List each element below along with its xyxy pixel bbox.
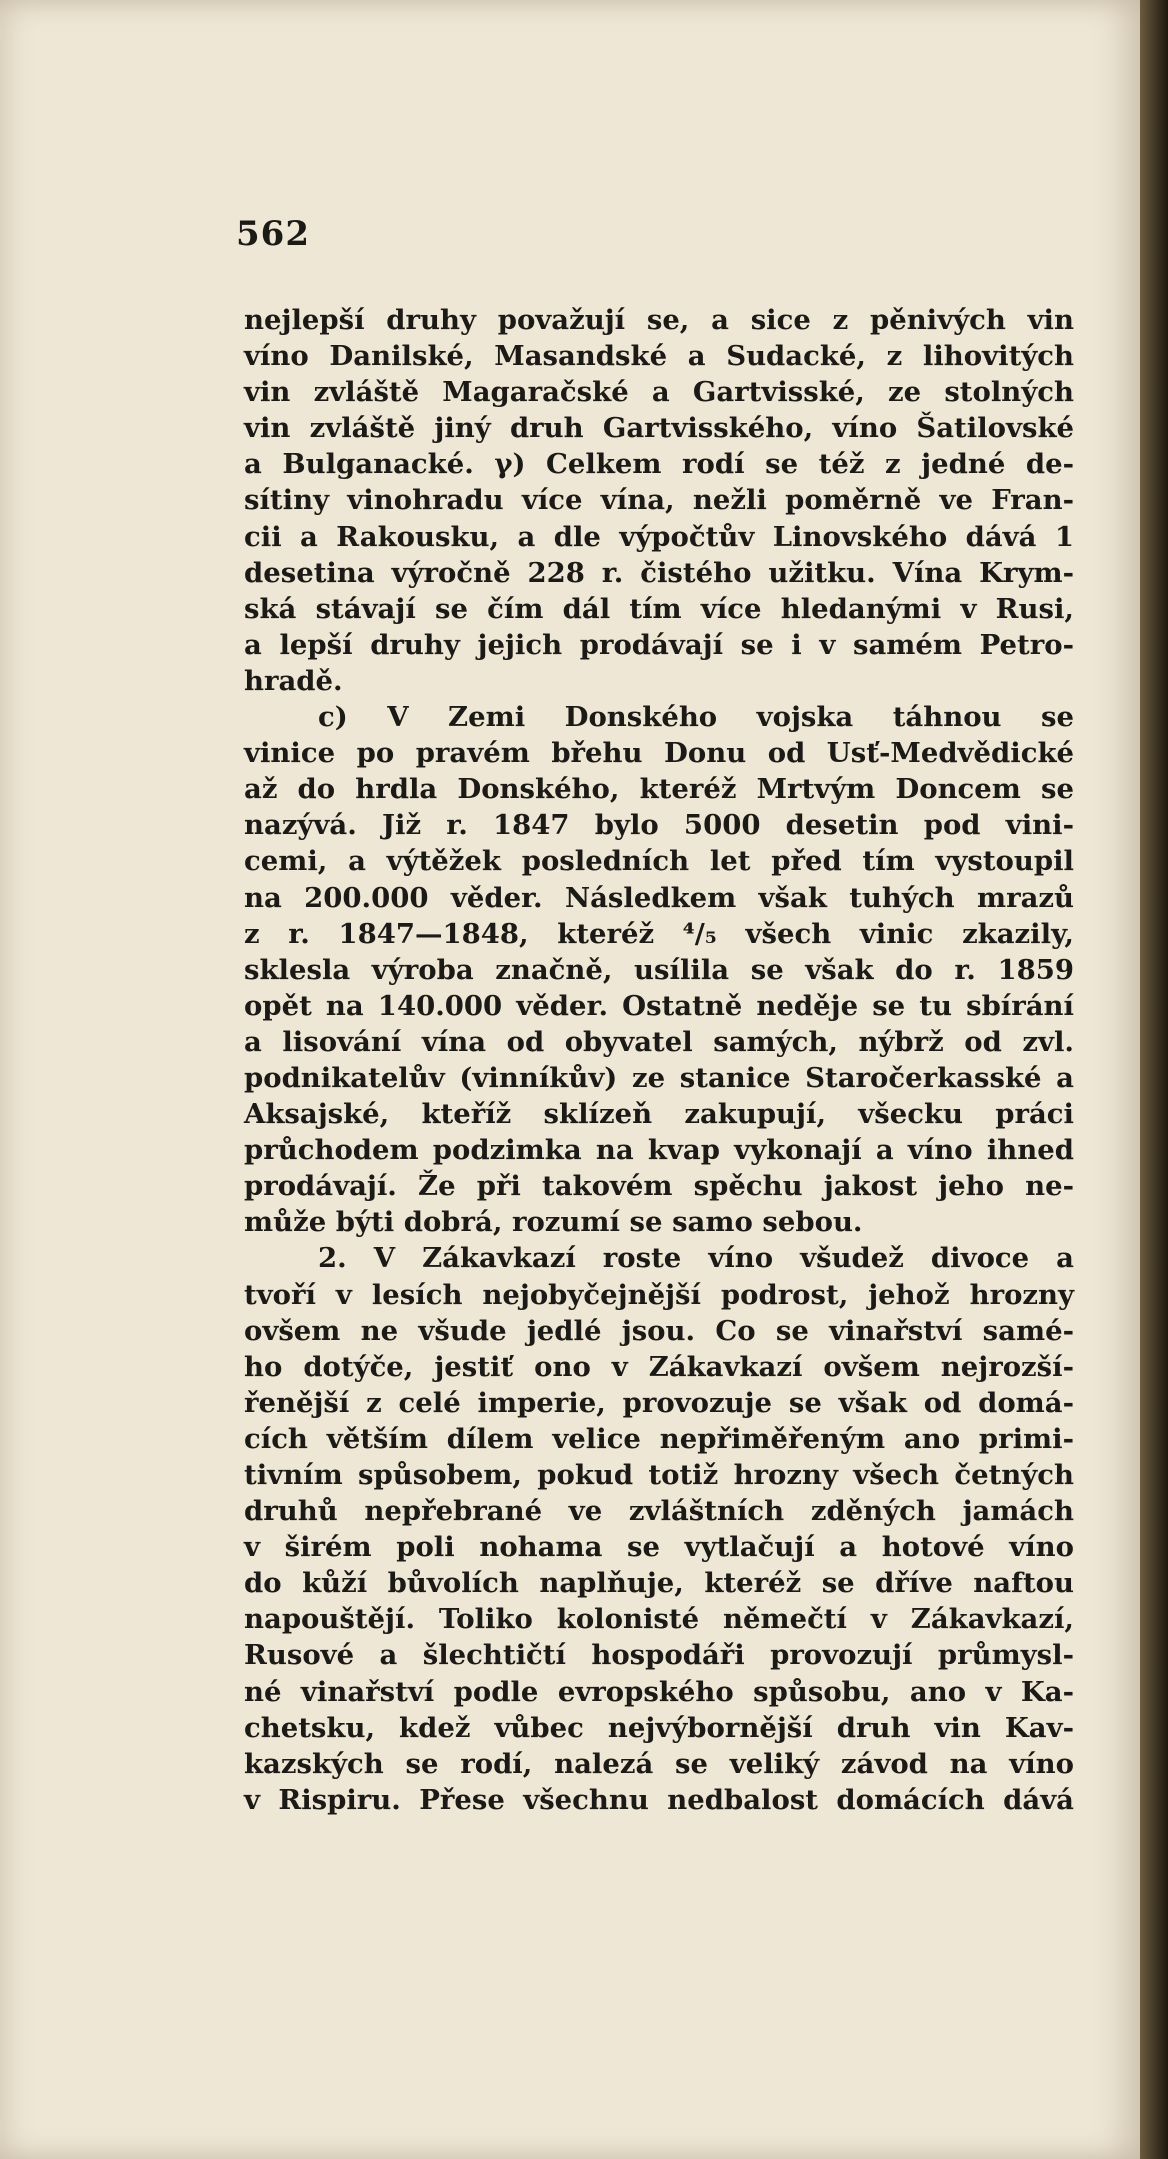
text-line: tivním spůsobem, pokud totiž hrozny všech četných [244, 1459, 1074, 1491]
text-line: vin zvláště jiný druh Gartvisského, víno Šatilovské [244, 412, 1074, 445]
text-line: řenější z celé imperie, provozuje se však od domá- [244, 1386, 1074, 1419]
text-line: z r. 1847—1848, kteréž ⁴/₅ všech vinic zkazily, [244, 917, 1074, 950]
text-line: Rusové a šlechtičtí hospodáři provozují průmysl- [244, 1639, 1074, 1672]
text-line: a lepší druhy jejich prodávají se i v samém Petro- [244, 628, 1074, 661]
text-line: a lisování vína od obyvatel samých, nýbrž od zvl. [244, 1025, 1074, 1058]
text-line: do kůží bůvolích naplňuje, kteréž se dříve naftou [244, 1567, 1074, 1600]
text-line: opět na 140.000 věder. Ostatně neděje se tu sbírání [244, 989, 1074, 1022]
text-line: sítiny vinohradu více vína, nežli poměrně ve Fran- [244, 484, 1074, 517]
text-line: sklesla výroba značně, usílila se však do r. 1859 [244, 953, 1074, 986]
text-line: tvoří v lesích nejobyčejnější podrost, jehož hrozny [244, 1278, 1074, 1311]
text-line: na 200.000 věder. Následkem však tuhých mrazů [244, 881, 1074, 914]
text-line: cemi, a výtěžek posledních let před tím vystoupil [244, 845, 1074, 878]
text-line: prodávají. Že při takovém spěchu jakost jeho ne- [244, 1170, 1074, 1203]
book-spine-edge [1140, 0, 1168, 2159]
body-text [244, 302, 1074, 1818]
text-line: 2. V Zákavkazí roste víno všudež divoce a [318, 1242, 1074, 1275]
text-line: chetsku, kdež vůbec nejvýbornější druh vin Kav- [244, 1711, 1074, 1744]
text-line: né vinařství podle evropského spůsobu, ano v Ka- [244, 1675, 1074, 1708]
text-line: c) V Zemi Donského vojska táhnou se [318, 701, 1074, 734]
text-line: napouštějí. Toliko kolonisté němečtí v Zákavkazí, [244, 1603, 1074, 1636]
text-line: desetina výročně 228 r. čistého užitku. Vína Krym- [244, 556, 1074, 589]
text-line: v Rispiru. Přese všechnu nedbalost domácích dává [244, 1783, 1074, 1816]
text-line: hradě. [244, 664, 343, 697]
text-line: a Bulganacké. γ) Celkem rodí se též z jedné de- [244, 448, 1074, 481]
text-line: vinice po pravém břehu Donu od Usť-Medvědické [244, 737, 1074, 770]
text-line: vin zvláště Magaračské a Gartvisské, ze stolných [244, 376, 1074, 409]
text-line: ská stávají se čím dál tím více hledanými v Rusi, [244, 592, 1074, 625]
page-number: 562 [236, 214, 310, 254]
text-line: může býti dobrá, rozumí se samo sebou. [244, 1206, 863, 1239]
text-line: cii a Rakousku, a dle výpočtův Linovského dává 1 [244, 520, 1074, 553]
text-line: až do hrdla Donského, kteréž Mrtvým Doncem se [244, 773, 1074, 806]
text-line: průchodem podzimka na kvap vykonají a víno ihned [244, 1134, 1074, 1167]
text-line: nejlepší druhy považují se, a sice z pěnivých vin [244, 304, 1074, 336]
text-line: kazských se rodí, nalezá se veliký závod na víno [244, 1747, 1074, 1780]
text-line: v širém poli nohama se vytlačují a hotové víno [244, 1531, 1074, 1564]
text-line: cích větším dílem velice nepřiměřeným ano primi- [244, 1422, 1074, 1455]
text-line: druhů nepřebrané ve zvláštních zděných jamách [244, 1495, 1074, 1528]
text-line: nazývá. Již r. 1847 bylo 5000 desetin pod vini- [244, 809, 1074, 842]
text-line: podnikatelův (vinníkův) ze stanice Staročerkasské a [244, 1061, 1074, 1094]
text-line: Aksajské, kteříž sklízeň zakupují, všecku práci [244, 1098, 1074, 1131]
text-line: ho dotýče, jestiť ono v Zákavkazí ovšem nejrozší- [244, 1350, 1074, 1383]
text-line: víno Danilské, Masandské a Sudacké, z lihovitých [244, 340, 1074, 373]
text-line: ovšem ne všude jedlé jsou. Co se vinařství samé- [244, 1314, 1074, 1347]
